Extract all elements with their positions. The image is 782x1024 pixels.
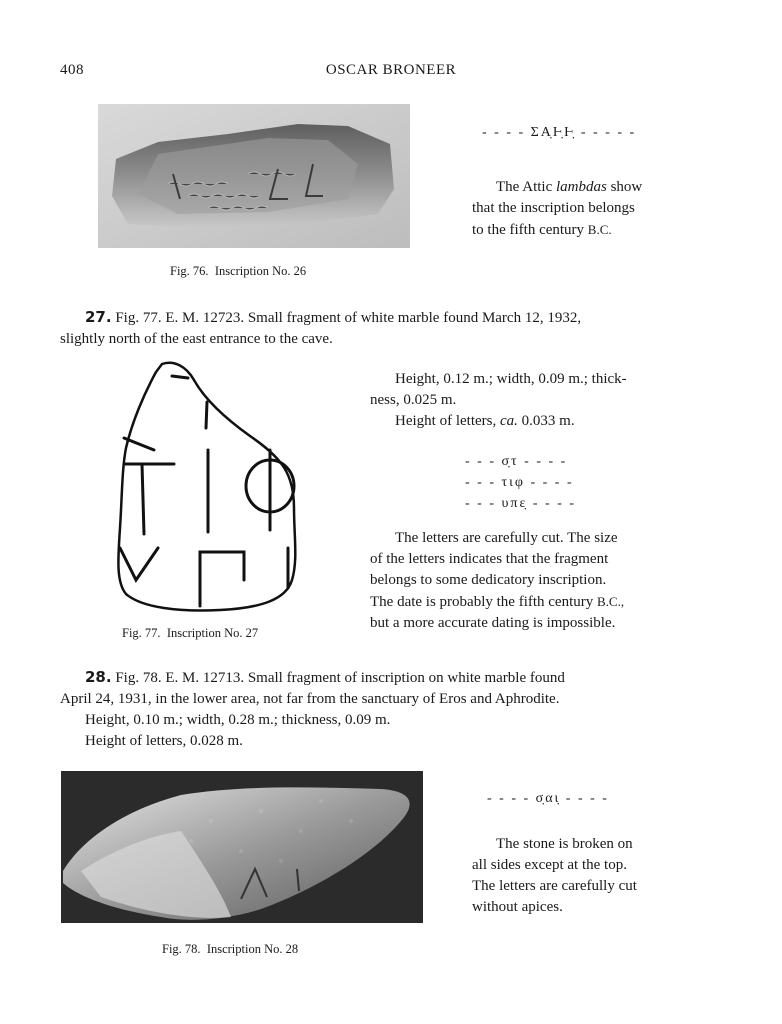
fig78-caption: [162, 942, 298, 957]
fig77-outline-drawing: [110, 358, 302, 616]
page-number: 408: [60, 62, 84, 78]
section28-commentary: [472, 834, 692, 918]
fig77-drawing: [110, 358, 302, 616]
fig76-transcription: - - - - ΣΑ̣Ⱶ̣Ⱶ̣ - - - - -: [482, 125, 637, 140]
transcription-line: - - - τιφ - - - -: [465, 475, 574, 490]
section27-line2: slightly north of the east entrance to the cave.: [60, 331, 333, 347]
transcription-line: - - - υπε̣ - - - -: [465, 496, 577, 511]
section27-commentary: [370, 528, 686, 634]
section28-line1: Fig. 78. E. M. 12713. Small fragment of inscription on white marble found: [115, 670, 565, 686]
section27-letters-value: 0.033 m.: [521, 413, 575, 429]
transcription-line: - - - σ̣τ - - - -: [465, 454, 568, 469]
section28-comm-4: without apices.: [472, 899, 563, 915]
section28-line3: Height, 0.10 m.; width, 0.28 m.; thickness, 0.09 m.: [85, 712, 391, 728]
section27-comm-5: but a more accurate dating is impossible.: [370, 615, 616, 631]
section27-transcription: [465, 451, 576, 514]
fig77-caption-label: Fig. 77.: [122, 626, 161, 640]
fig76-comm-2: show: [610, 179, 643, 195]
section27-intro: [60, 307, 722, 350]
section27-number: 27.: [85, 308, 112, 326]
fig76-comm-1: The Attic: [496, 179, 553, 195]
section27-comm-4-bc: B.C.,: [597, 594, 625, 609]
section28-comm-3: The letters are carefully cut: [472, 878, 637, 894]
fig76-comm-4: to the fifth century: [472, 222, 585, 238]
fig78-caption-text: Inscription No. 28: [206, 942, 299, 956]
section28-comm-2: all sides except at the top.: [472, 857, 627, 873]
section27-letters-ca: ca.: [499, 413, 518, 429]
section28-intro: [60, 667, 722, 752]
section27-comm-2: of the letters indicates that the fragment: [370, 551, 609, 567]
section28-comm-1: The stone is broken on: [496, 836, 633, 852]
section28-line2: April 24, 1931, in the lower area, not far from the sanctuary of Eros and Aphrodite.: [60, 691, 560, 707]
fig76-stone-image: [98, 104, 410, 248]
fig76-photo: [98, 104, 410, 248]
fig76-caption-label: Fig. 76.: [170, 264, 209, 278]
section28-number: 28.: [85, 668, 112, 686]
fig76-caption-text: Inscription No. 26: [214, 264, 307, 278]
running-header-author: OSCAR BRONEER: [325, 62, 457, 78]
section27-line1: Fig. 77. E. M. 12723. Small fragment of white marble found March 12, 1932,: [115, 310, 582, 326]
section27-comm-3: belongs to some dedicatory inscription.: [370, 572, 607, 588]
section27-dims-2: ness, 0.025 m.: [370, 392, 457, 408]
fig76-commentary: [472, 177, 692, 241]
fig76-comm-bc: B.C.: [587, 222, 612, 237]
section28-line4: Height of letters, 0.028 m.: [85, 733, 243, 749]
fig76-comm-3: that the inscription belongs: [472, 200, 635, 216]
fig76-caption: [170, 264, 306, 279]
fig78-caption-label: Fig. 78.: [162, 942, 201, 956]
fig77-caption-text: Inscription No. 27: [166, 626, 259, 640]
section27-dims-1: Height, 0.12 m.; width, 0.09 m.; thick-: [395, 371, 627, 387]
fig78-photo: [61, 771, 423, 923]
section27-letters-height: Height of letters,: [395, 413, 497, 429]
fig78-stone-image: [61, 771, 423, 923]
fig77-caption: [122, 626, 258, 641]
fig76-comm-lambdas: lambdas: [556, 179, 607, 195]
section28-transcription: - - - - σ̣αι̣ - - - -: [487, 791, 609, 806]
section27-dimensions: [370, 369, 690, 432]
section27-comm-4: The date is probably the fifth century: [370, 594, 594, 610]
section27-comm-1: The letters are carefully cut. The size: [395, 530, 618, 546]
